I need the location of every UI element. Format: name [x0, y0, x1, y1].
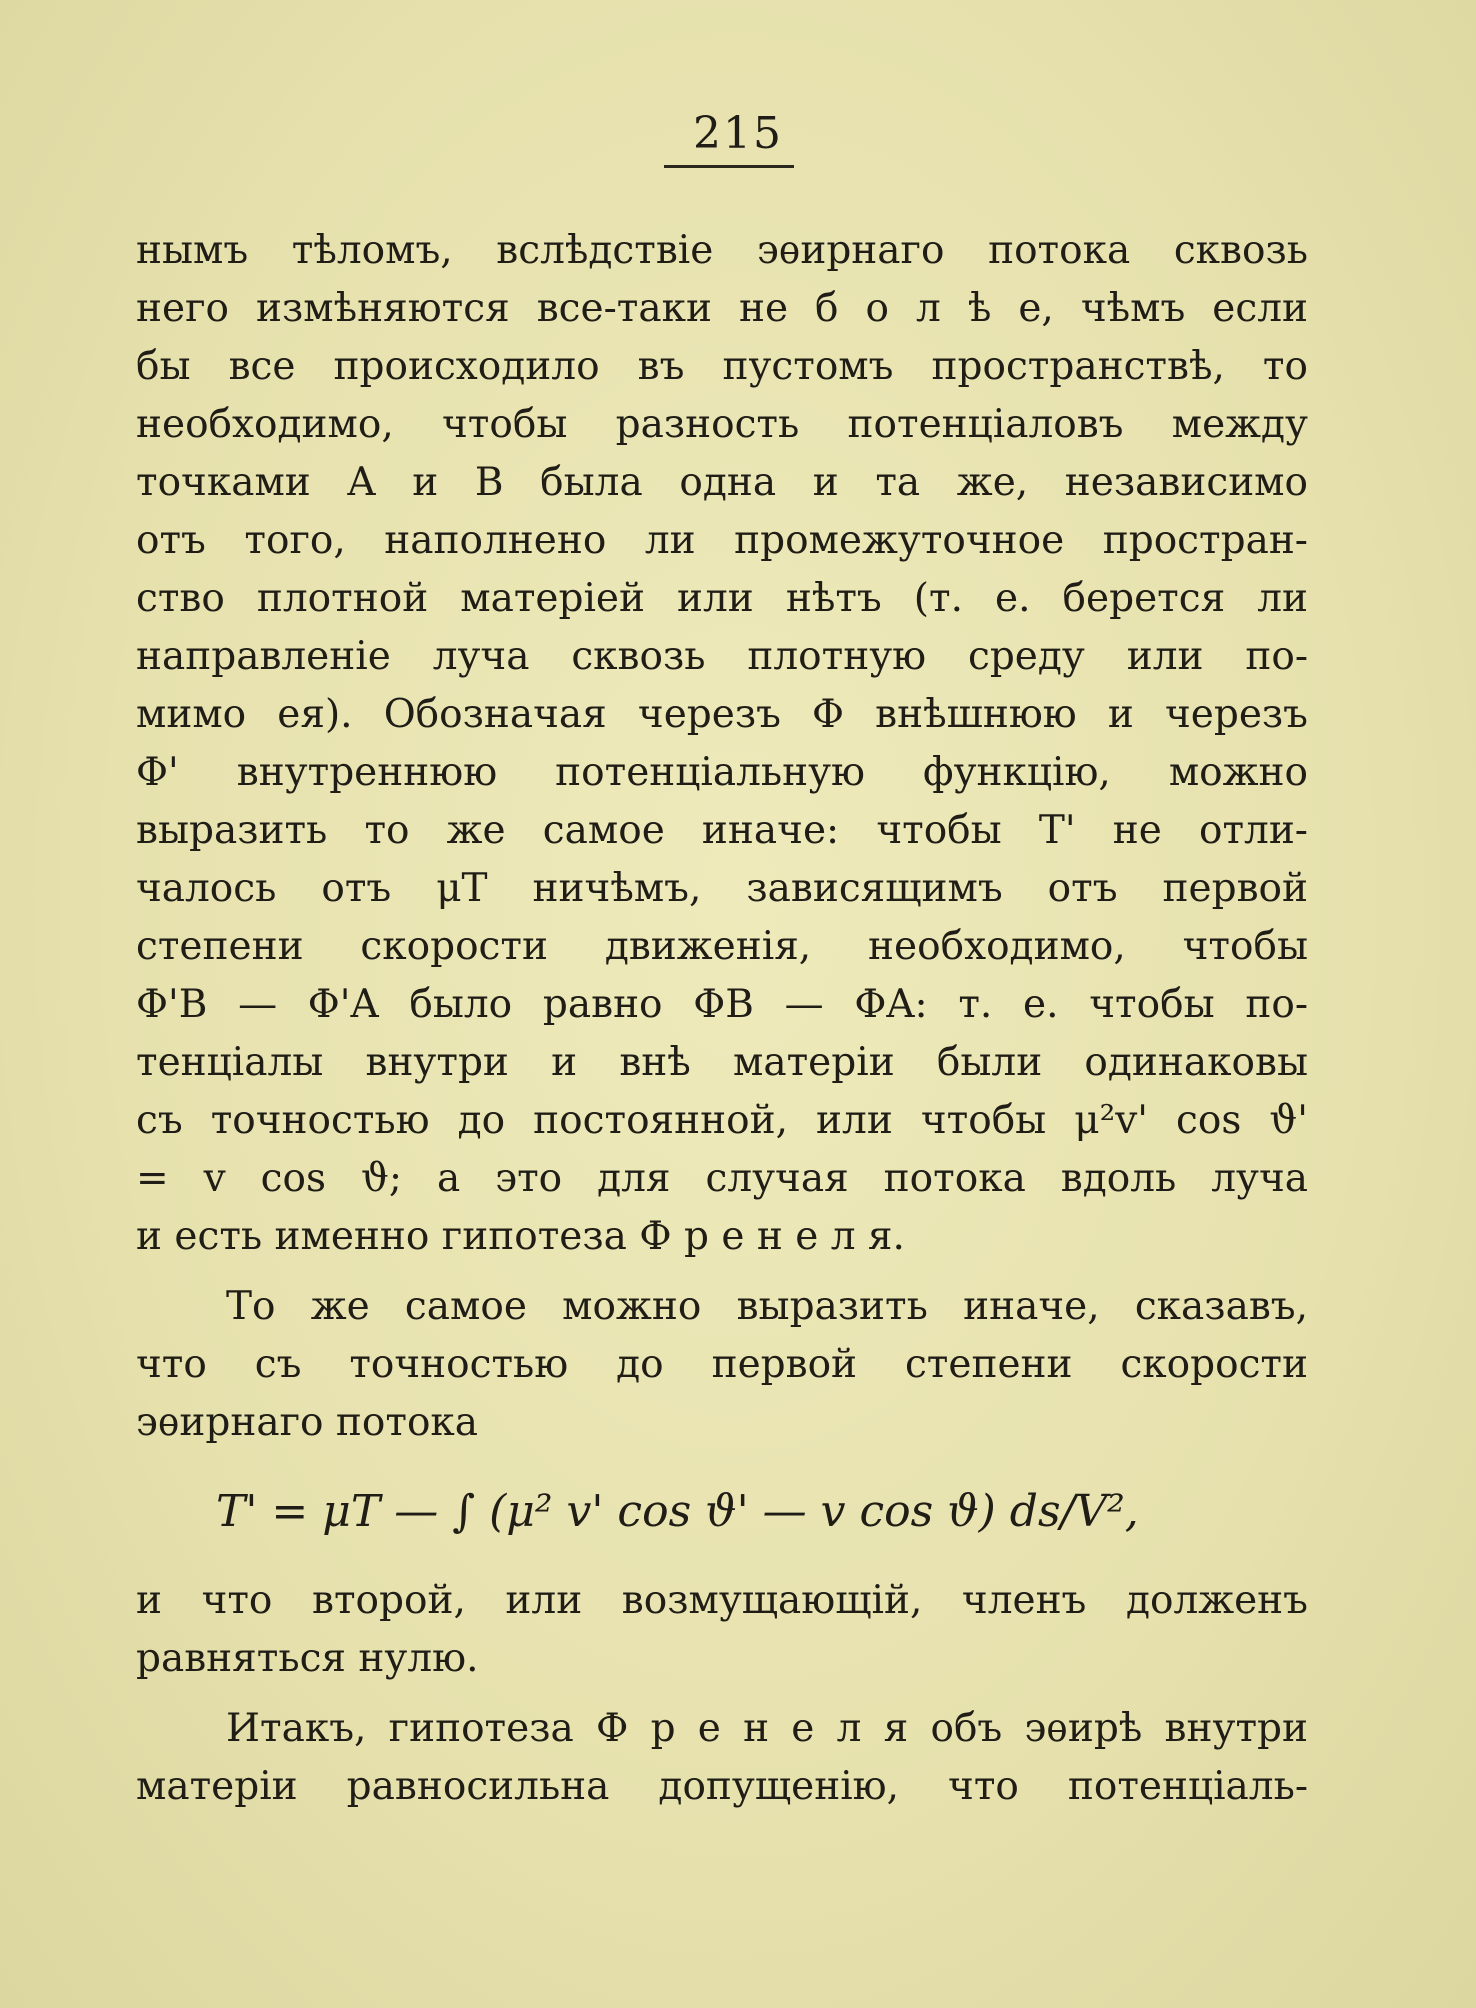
text-line: что съ точностью до первой степени скорости [136, 1342, 1308, 1387]
text-line: съ точностью до постоянной, или чтобы μ²v' cos ϑ' [136, 1098, 1308, 1143]
text-line: отъ того, наполнено ли промежуточное простран- [136, 518, 1308, 563]
paragraph-3 [136, 1572, 1308, 1688]
text-line: мимо ея). Обозначая черезъ Φ внѣшнюю и черезъ [136, 692, 1308, 737]
text-line: То же самое можно выразить иначе, сказавъ, [226, 1284, 1308, 1329]
body-text [136, 222, 1308, 1816]
text-line: точками A и B была одна и та же, независимо [136, 460, 1308, 505]
paragraph-1 [136, 222, 1308, 1266]
text-line: = v cos ϑ; а это для случая потока вдоль луча [136, 1156, 1308, 1201]
text-line: бы все происходило въ пустомъ пространствѣ, то [136, 344, 1308, 389]
page-number-rule [664, 165, 794, 168]
text-line: и что второй, или возмущающій, членъ долженъ [136, 1578, 1308, 1623]
text-line: Φ'B — Φ'A было равно ΦB — ΦA: т. е. чтобы по- [136, 982, 1308, 1027]
page-number: 215 [693, 108, 783, 159]
text-line: степени скорости движенія, необходимо, чтобы [136, 924, 1308, 969]
formula: T' = μT — ∫ (μ² v' cos ϑ' — v cos ϑ) ds/V², [216, 1486, 1139, 1537]
text-line: матеріи равносильна допущенію, что потенціаль- [136, 1764, 1308, 1809]
text-line: Итакъ, гипотеза Ф р е н е л я объ эѳирѣ внутри [226, 1706, 1308, 1751]
text-line: ство плотной матеріей или нѣтъ (т. е. берется ли [136, 576, 1308, 621]
text-line: нымъ тѣломъ, вслѣдствіе эѳирнаго потока сквозь [136, 228, 1308, 273]
text-line: равняться нулю. [136, 1636, 479, 1681]
text-line: направленіе луча сквозь плотную среду или по- [136, 634, 1308, 679]
text-line: него измѣняются все-таки не б о л ѣ е, чѣмъ если [136, 286, 1308, 331]
text-line: тенціалы внутри и внѣ матеріи были одинаковы [136, 1040, 1308, 1085]
text-line: эѳирнаго потока [136, 1400, 479, 1445]
text-line: и есть именно гипотеза Ф р е н е л я. [136, 1214, 905, 1259]
paragraph-4 [136, 1700, 1308, 1816]
paragraph-2 [136, 1278, 1308, 1452]
text-line: чалось отъ μT ничѣмъ, зависящимъ отъ первой [136, 866, 1308, 911]
text-line: Φ' внутреннюю потенціальную функцію, можно [136, 750, 1308, 795]
text-line: необходимо, чтобы разность потенціаловъ между [136, 402, 1308, 447]
text-line: выразить то же самое иначе: чтобы T' не отли- [136, 808, 1308, 853]
